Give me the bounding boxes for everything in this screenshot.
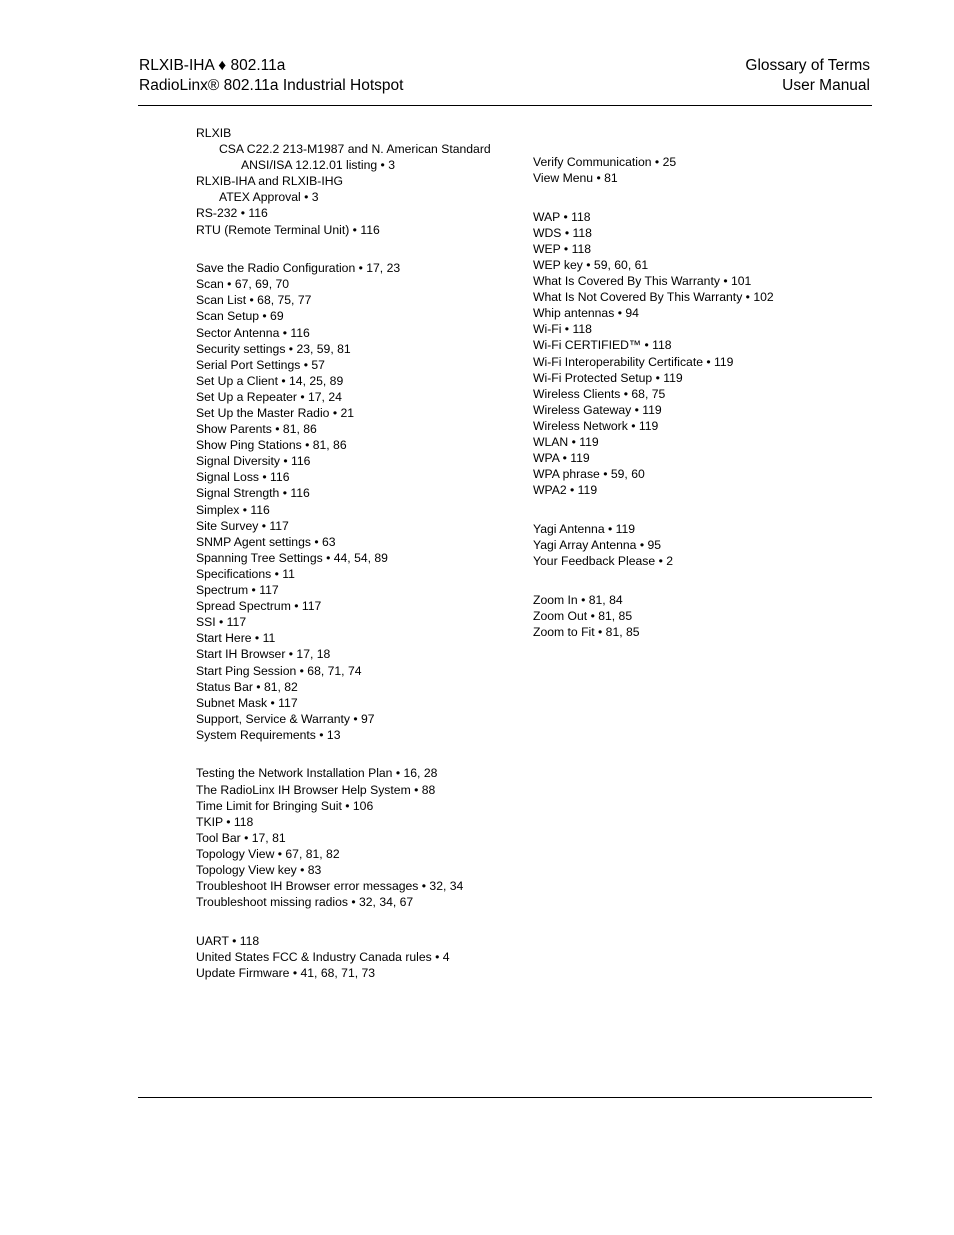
index-entry: Signal Strength • 116 [196, 486, 310, 501]
index-entry: RTU (Remote Terminal Unit) • 116 [196, 222, 380, 237]
index-entry: WPA • 119 [533, 451, 590, 466]
index-entry: What Is Not Covered By This Warranty • 102 [533, 290, 774, 305]
index-entry: Update Firmware • 41, 68, 71, 73 [196, 966, 376, 980]
index-entry: CSA C22.2 213-M1987 and N. American Standard [219, 142, 491, 157]
index-entry: Scan Setup • 69 [196, 309, 284, 324]
index-column-right [533, 154, 853, 640]
index-entry: WEP • 118 [533, 241, 592, 256]
index-entry: Start Here • 11 [196, 631, 276, 646]
manual-type: User Manual [782, 76, 870, 94]
index-entry: Whip antennas • 94 [533, 306, 639, 321]
index-entry: Wi-Fi Interoperability Certificate • 119 [533, 354, 734, 369]
index-entry: Sector Antenna • 116 [196, 325, 310, 340]
index-entry: SSI • 117 [196, 615, 247, 630]
index-entry: Site Survey • 117 [196, 518, 289, 533]
index-entry: Topology View key • 83 [196, 863, 322, 878]
index-entry: Signal Loss • 116 [196, 470, 290, 485]
index-entry: ANSI/ISA 12.12.01 listing • 3 [241, 158, 395, 173]
index-section-gap [196, 910, 516, 933]
index-entry: Wireless Clients • 68, 75 [533, 386, 666, 401]
index-entry: Your Feedback Please • 2 [533, 554, 674, 569]
index-entry: Wi-Fi • 118 [533, 322, 592, 337]
index-entry: Testing the Network Installation Plan • 16, 28 [196, 766, 438, 781]
index-entry: Security settings • 23, 59, 81 [196, 341, 351, 356]
index-entry: WLAN • 119 [533, 435, 599, 449]
index-entry: Yagi Antenna • 119 [533, 521, 636, 536]
index-entry: ATEX Approval • 3 [219, 190, 319, 205]
index-entry: Set Up a Repeater • 17, 24 [196, 389, 342, 404]
index-section-gap [533, 186, 853, 209]
index-entry: WDS • 118 [533, 225, 592, 240]
index-section-gap [533, 569, 853, 592]
index-entry: Show Ping Stations • 81, 86 [196, 438, 347, 453]
index-entry: Zoom Out • 81, 85 [533, 608, 633, 623]
index-entry: RLXIB-IHA and RLXIB-IHG [196, 174, 343, 189]
index-entry: Verify Communication • 25 [533, 155, 677, 169]
index-entry: Topology View • 67, 81, 82 [196, 846, 340, 861]
index-entry: Save the Radio Configuration • 17, 23 [196, 261, 401, 276]
index-section-gap [196, 238, 516, 261]
doc-product-name: RadioLinx® 802.11a Industrial Hotspot [139, 76, 404, 94]
index-entry: Troubleshoot missing radios • 32, 34, 67 [196, 895, 414, 910]
index-entry: WPA2 • 119 [533, 483, 598, 498]
index-entry: Subnet Mask • 117 [196, 695, 298, 710]
index-entry: What Is Covered By This Warranty • 101 [533, 274, 752, 289]
index-entry: Scan List • 68, 75, 77 [196, 293, 312, 308]
index-entry: Start Ping Session • 68, 71, 74 [196, 663, 362, 678]
section-title: Glossary of Terms [745, 57, 870, 74]
index-entry: RLXIB [196, 126, 232, 140]
index-section-gap [196, 743, 516, 766]
header-right [745, 56, 870, 95]
index-entry: Support, Service & Warranty • 97 [196, 711, 375, 726]
index-entry: RS-232 • 116 [196, 206, 268, 221]
index-entry: United States FCC & Industry Canada rules • 4 [196, 949, 450, 964]
index-entry: WPA phrase • 59, 60 [533, 467, 645, 482]
index-entry: Spectrum • 117 [196, 583, 279, 598]
index-entry: Set Up the Master Radio • 21 [196, 406, 355, 420]
index-entry: WEP key • 59, 60, 61 [533, 257, 649, 272]
footer-divider [138, 1097, 872, 1098]
index-entry: Show Parents • 81, 86 [196, 422, 317, 437]
index-entry: Set Up a Client • 14, 25, 89 [196, 373, 344, 388]
header-left [139, 56, 403, 95]
index-entry: Simplex • 116 [196, 502, 270, 517]
index-entry: System Requirements • 13 [196, 727, 341, 742]
doc-product-code: RLXIB-IHA ♦ 802.11a [139, 57, 286, 74]
index-entry: Yagi Array Antenna • 95 [533, 537, 662, 552]
index-column-left [196, 125, 516, 981]
index-entry: Spanning Tree Settings • 44, 54, 89 [196, 550, 388, 565]
index-entry: Serial Port Settings • 57 [196, 357, 325, 372]
index-section-gap [533, 498, 853, 521]
index-entry: Signal Diversity • 116 [196, 454, 311, 469]
index-entry: WAP • 118 [533, 209, 591, 224]
index-entry: Zoom to Fit • 81, 85 [533, 624, 640, 639]
index-entry: Troubleshoot IH Browser error messages • 32, 34 [196, 879, 464, 894]
header-divider [138, 105, 872, 106]
index-entry: SNMP Agent settings • 63 [196, 534, 336, 549]
index-entry: TKIP • 118 [196, 814, 254, 829]
index-entry: Start IH Browser • 17, 18 [196, 647, 331, 662]
index-entry: Wi-Fi Protected Setup • 119 [533, 370, 683, 385]
index-entry: Wireless Gateway • 119 [533, 402, 662, 417]
index-entry: The RadioLinx IH Browser Help System • 88 [196, 782, 436, 797]
index-entry: Spread Spectrum • 117 [196, 599, 322, 614]
index-entry: Zoom In • 81, 84 [533, 592, 623, 607]
index-entry: Scan • 67, 69, 70 [196, 277, 290, 292]
index-entry: Specifications • 11 [196, 566, 295, 581]
index-entry: Wireless Network • 119 [533, 418, 659, 433]
index-entry: UART • 118 [196, 933, 260, 948]
index-entry: Tool Bar • 17, 81 [196, 830, 286, 845]
index-entry: Wi-Fi CERTIFIED™ • 118 [533, 338, 672, 353]
index-entry: Status Bar • 81, 82 [196, 679, 298, 694]
index-entry: Time Limit for Bringing Suit • 106 [196, 798, 374, 813]
index-entry: View Menu • 81 [533, 171, 618, 186]
